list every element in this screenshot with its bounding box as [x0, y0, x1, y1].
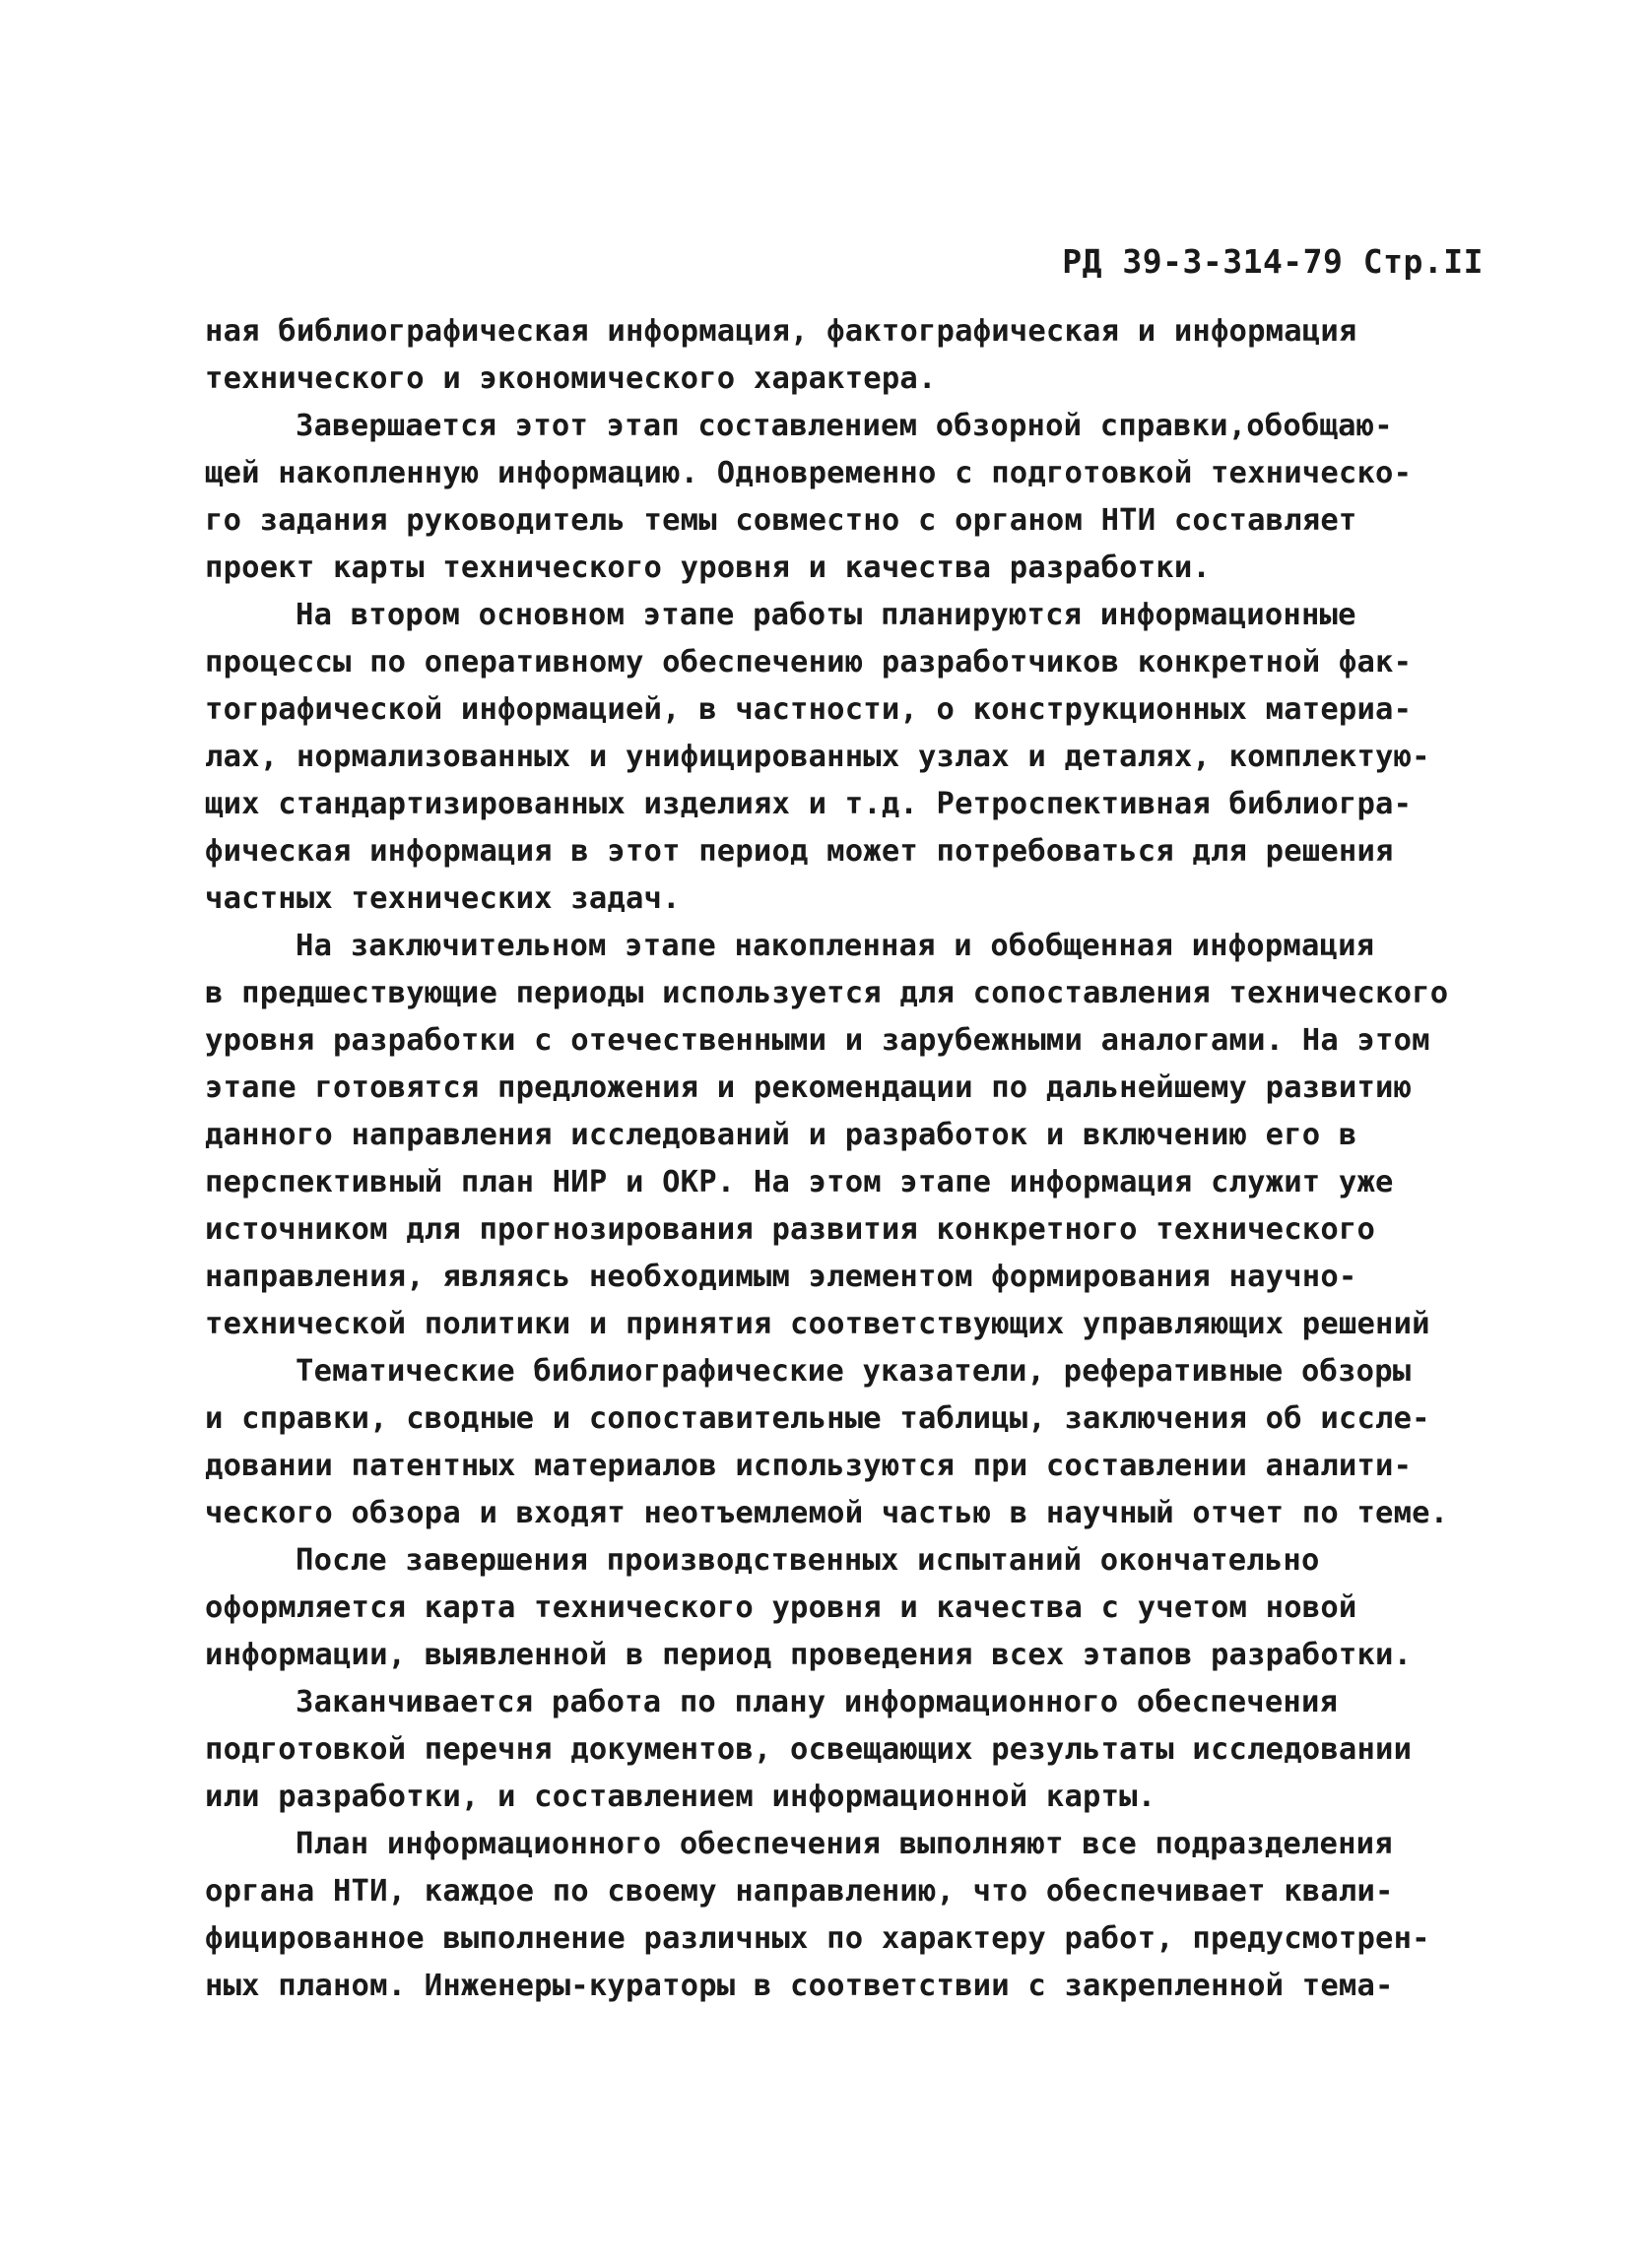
text-line: фическая информация в этот период может потребоваться для решения: [205, 834, 1394, 869]
text-line: и справки, сводные и сопоставительные таблицы, заключения об иссле-: [205, 1401, 1430, 1436]
text-line: тографической информацией, в частности, о конструкционных материа-: [205, 692, 1413, 727]
text-line: Тематические библиографические указатели, реферативные обзоры: [296, 1354, 1412, 1389]
text-line: частных технических задач.: [205, 881, 681, 916]
text-line: На втором основном этапе работы планируются информационные: [296, 598, 1356, 632]
text-line: щей накопленную информацию. Одновременно с подготовкой техническо-: [205, 456, 1413, 490]
text-line: ных планом. Инженеры-кураторы в соответствии с закрепленной тема-: [205, 1969, 1394, 2003]
text-line: перспективный план НИР и ОКР. На этом этапе информация служит уже: [205, 1165, 1394, 1199]
text-line: довании патентных материалов используются при составлении аналити-: [205, 1449, 1413, 1483]
text-line: информации, выявленной в период проведения всех этапов разработки.: [205, 1638, 1413, 1672]
text-line: подготовкой перечня документов, освещающих результаты исследовании: [205, 1732, 1413, 1767]
body-text: [205, 308, 1486, 2010]
text-line: ческого обзора и входят неотъемлемой частью в научный отчет по теме.: [205, 1496, 1449, 1530]
text-line: План информационного обеспечения выполняют все подразделения: [296, 1827, 1393, 1861]
text-line: щих стандартизированных изделиях и т.д. Ретроспективная библиогра-: [205, 787, 1413, 821]
text-line: данного направления исследований и разработок и включению его в: [205, 1118, 1357, 1152]
text-line: ная библиографическая информация, фактографическая и информация: [205, 314, 1357, 349]
text-line: или разработки, и составлением информационной карты.: [205, 1780, 1156, 1814]
text-line: этапе готовятся предложения и рекомендации по дальнейшему развитию: [205, 1070, 1413, 1105]
text-line: источником для прогнозирования развития конкретного технического: [205, 1212, 1376, 1247]
text-line: органа НТИ, каждое по своему направлению, что обеспечивает квали-: [205, 1874, 1394, 1909]
text-line: оформляется карта технического уровня и качества с учетом новой: [205, 1590, 1357, 1625]
text-line: технического и экономического характера.: [205, 361, 937, 396]
text-line: лах, нормализованных и унифицированных узлах и деталях, комплектую-: [205, 740, 1430, 774]
text-line: технической политики и принятия соответствующих управляющих решений: [205, 1307, 1430, 1341]
text-line: направления, являясь необходимым элементом формирования научно-: [205, 1260, 1357, 1294]
text-line: процессы по оперативному обеспечению разработчиков конкретной фак-: [205, 645, 1413, 680]
text-line: После завершения производственных испытаний окончательно: [296, 1543, 1320, 1578]
text-line: фицированное выполнение различных по характеру работ, предусмотрен-: [205, 1921, 1430, 1956]
text-line: Завершается этот этап составлением обзорной справки,обобщаю-: [296, 409, 1393, 443]
text-line: уровня разработки с отечественными и зарубежными аналогами. На этом: [205, 1023, 1430, 1058]
text-line: проект карты технического уровня и качества разработки.: [205, 551, 1211, 585]
page-header-document-code: РД 39-3-314-79 Стр.II: [1062, 242, 1484, 281]
text-line: Заканчивается работа по плану информационного обеспечения: [296, 1685, 1339, 1719]
text-line: го задания руководитель темы совместно с органом НТИ составляет: [205, 503, 1357, 538]
text-line: в предшествующие периоды используется для сопоставления технического: [205, 976, 1449, 1010]
text-line: На заключительном этапе накопленная и обобщенная информация: [296, 929, 1375, 963]
